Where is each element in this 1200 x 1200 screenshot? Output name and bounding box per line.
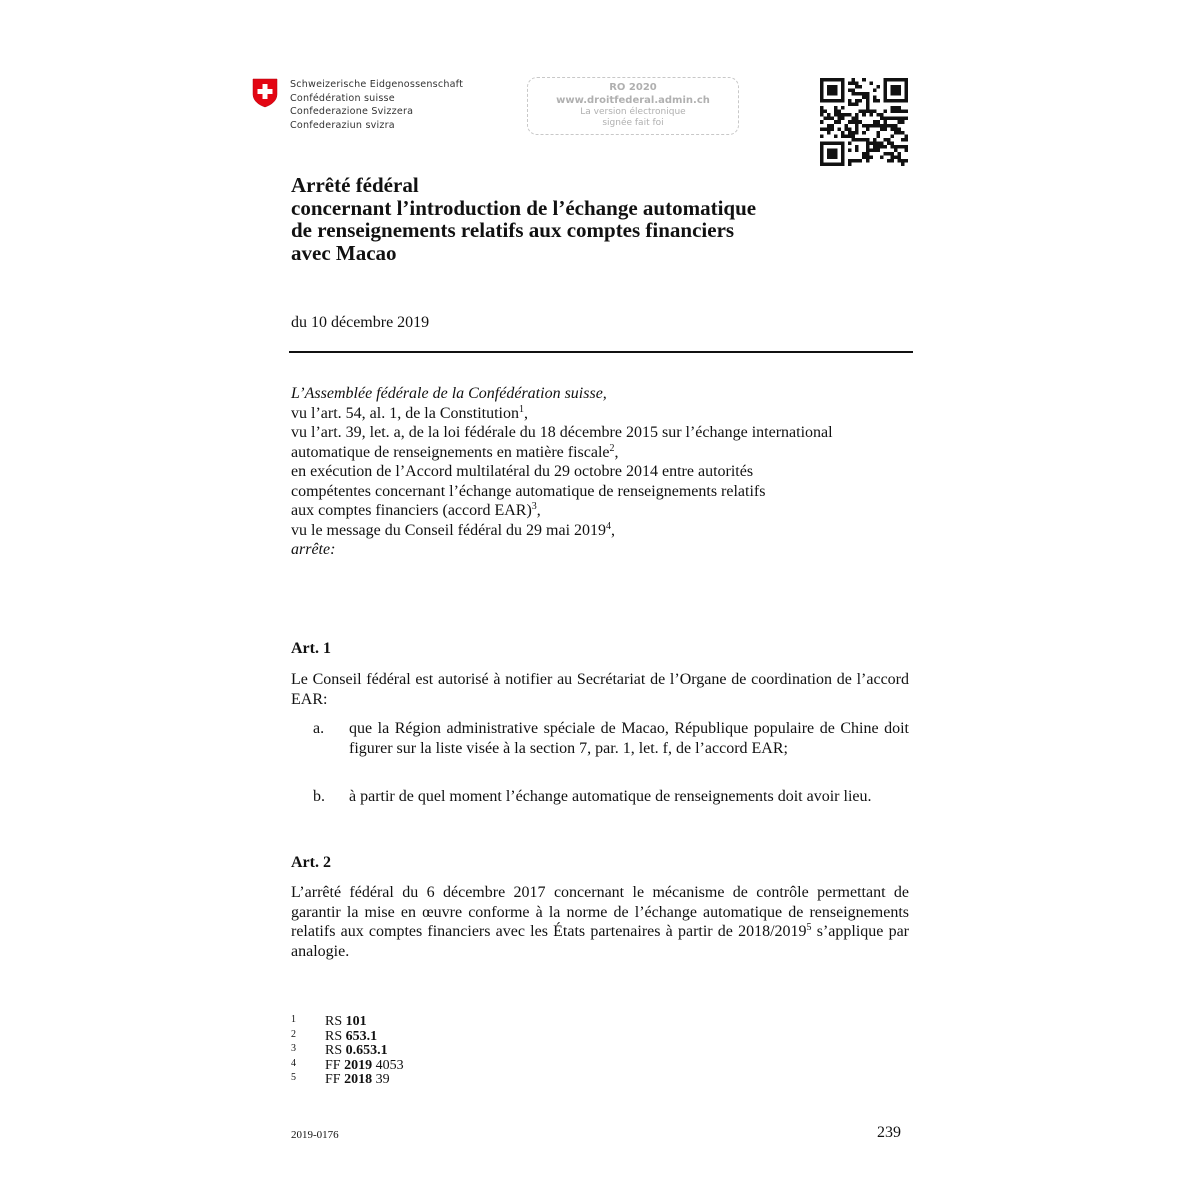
document-number: 2019-0176 [291,1129,339,1141]
document-title [291,174,756,264]
stamp-note-2: signée fait foi [602,118,664,128]
footnote-ref: 5 [806,922,812,933]
preamble-line: en exécution de l’Accord multilatéral du 29 octobre 2014 entre autorités [291,463,754,480]
list-item [313,719,909,758]
stamp-note-1: La version électronique [580,107,686,117]
qr-code-icon [820,78,908,166]
swiss-cross-shield-icon [252,78,278,108]
list-item-text: à partir de quel moment l’échange automatique de renseignements doit avoir lieu. [349,788,872,805]
preamble-line: compétentes concernant l’échange automatique de renseignements relatifs [291,482,766,500]
title-line: Arrêté fédéral [291,173,419,197]
federation-line-rm: Confederaziun svizra [290,119,395,131]
footnote-ref: 2 [609,442,615,454]
article-2-heading: Art. 2 [291,854,331,871]
list-item [313,787,909,807]
list-item-letter: a. [313,720,325,737]
title-line: concernant l’introduction de l’échange automatique [291,195,757,220]
article-1-heading: Art. 1 [291,640,331,657]
preamble-decree: arrête: [291,541,336,558]
page-number: 239 [877,1124,901,1141]
footnote-ref: 1 [518,403,524,415]
title-divider [289,351,913,353]
stamp-collection: RO 2020 [609,82,657,93]
stamp-website: www.droitfederal.admin.ch [556,95,710,106]
preamble-assembly: L’Assemblée fédérale de la Confédération suisse, [291,385,607,402]
title-line: de renseignements relatifs aux comptes financiers [291,218,735,242]
preamble [291,384,833,560]
federation-line-it: Confederazione Svizzera [290,106,414,117]
preamble-line: vu le message du Conseil fédéral du 29 mai 2019$^4$, [291,520,616,539]
federation-name-block [290,78,463,132]
preamble-line: vu l’art. 39, let. a, de la loi fédérale du 18 décembre 2015 sur l’échange international [291,424,833,441]
preamble-line: vu l’art. 54, al. 1, de la Constitution$^1$, [291,403,528,422]
title-line: avec Macao [291,240,397,265]
federation-line-fr: Confédération suisse [290,92,395,104]
list-item-text: que la Région administrative spéciale de Macao, République populaire de Chine doit figurer sur la liste visée à la section 7, par. 1, let. f, de l’accord EAR; [349,720,909,757]
footnote-ref: 3 [531,501,537,512]
article-2-text: L’arrêté fédéral du 6 décembre 2017 concernant le mécanisme de contrôle permettant de garantir la mise en œuvre conforme à la norme de l’échange automatique de renseignements relatifs aux comptes financiers avec les États partenaires à partir de 2018/2019$^5$ s’applique par analogie. [291,884,910,960]
article-1-text: Le Conseil fédéral est autorisé à notifier au Secrétariat de l’Organe de coordination de l’accord EAR: [291,671,909,708]
federation-line-de: Schweizerische Eidgenossenschaft [290,79,464,90]
list-item-letter: b. [313,788,325,805]
preamble-line: automatique de renseignements en matière fiscale$^2$, [291,442,619,461]
footnote-ref: 4 [606,520,612,532]
official-publication-stamp [527,77,739,135]
document-date: du 10 décembre 2019 [291,314,430,331]
preamble-line: aux comptes financiers (accord EAR)$^3$, [291,501,541,519]
